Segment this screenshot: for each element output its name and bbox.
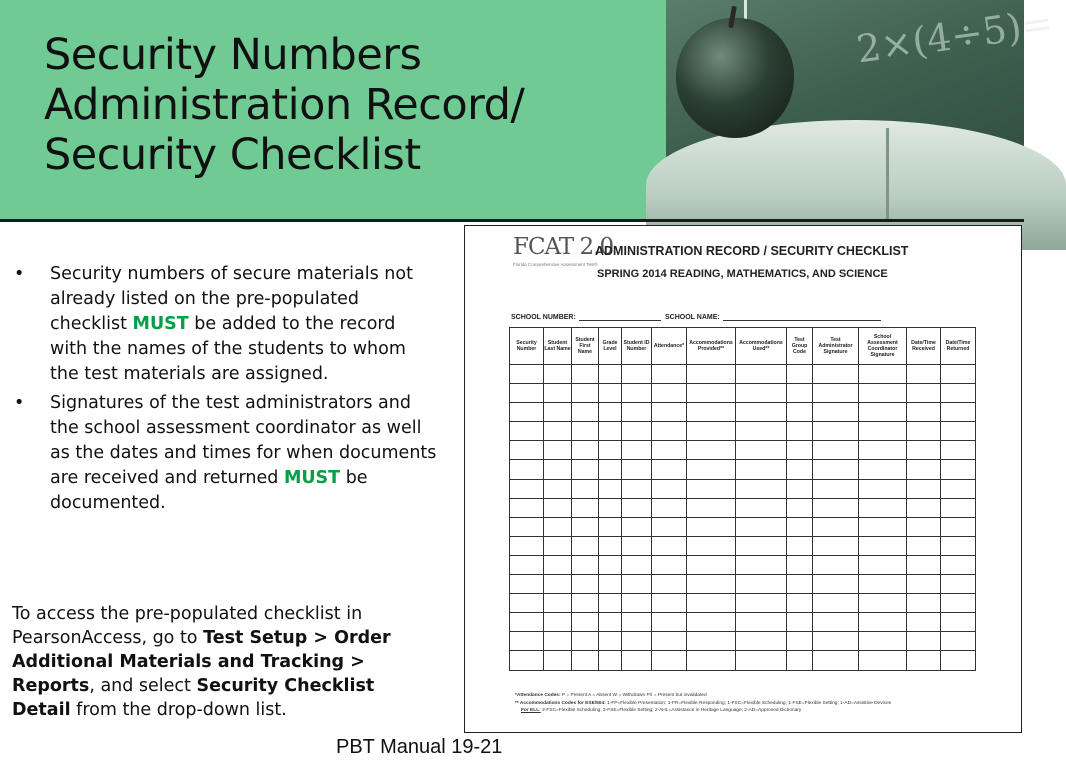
table-cell bbox=[736, 536, 787, 555]
table-cell bbox=[813, 555, 859, 574]
table-cell bbox=[599, 384, 622, 403]
table-cell bbox=[736, 479, 787, 498]
table-row bbox=[510, 651, 976, 670]
table-cell bbox=[813, 517, 859, 536]
access-instructions bbox=[12, 602, 437, 722]
table-cell bbox=[787, 403, 813, 422]
table-cell bbox=[859, 365, 907, 384]
table-cell bbox=[787, 365, 813, 384]
table-cell bbox=[599, 651, 622, 670]
table-cell bbox=[813, 479, 859, 498]
table-cell bbox=[859, 403, 907, 422]
table-cell bbox=[941, 517, 976, 536]
table-cell bbox=[652, 536, 687, 555]
table-cell bbox=[687, 441, 736, 460]
table-cell bbox=[599, 403, 622, 422]
table-cell bbox=[544, 479, 572, 498]
table-cell bbox=[736, 555, 787, 574]
table-cell bbox=[736, 632, 787, 651]
table-cell bbox=[599, 441, 622, 460]
table-cell bbox=[652, 460, 687, 479]
table-cell bbox=[572, 594, 599, 613]
table-cell bbox=[572, 460, 599, 479]
column-header: Accommodations Used** bbox=[736, 328, 787, 365]
table-cell bbox=[572, 384, 599, 403]
table-cell bbox=[652, 422, 687, 441]
column-header: Accommodations Provided** bbox=[687, 328, 736, 365]
bullet-text: be added to the record with the names of the students to whom the test materials are assigned. bbox=[50, 314, 406, 384]
table-cell bbox=[907, 536, 941, 555]
table-cell bbox=[652, 384, 687, 403]
table-cell bbox=[687, 498, 736, 517]
table-cell bbox=[736, 651, 787, 670]
table-cell bbox=[599, 498, 622, 517]
table-cell bbox=[941, 594, 976, 613]
table-cell bbox=[510, 498, 544, 517]
checklist-form-image bbox=[464, 225, 1022, 733]
table-cell bbox=[941, 498, 976, 517]
table-cell bbox=[622, 403, 652, 422]
note-label: *Attendance Codes: bbox=[515, 693, 561, 698]
table-row bbox=[510, 613, 976, 632]
table-cell bbox=[510, 613, 544, 632]
table-cell bbox=[859, 517, 907, 536]
table-cell bbox=[510, 517, 544, 536]
table-cell bbox=[544, 403, 572, 422]
header-divider bbox=[0, 219, 1024, 222]
table-cell bbox=[622, 613, 652, 632]
table-cell bbox=[907, 403, 941, 422]
table-cell bbox=[687, 651, 736, 670]
table-cell bbox=[652, 441, 687, 460]
table-cell bbox=[941, 403, 976, 422]
table-cell bbox=[907, 632, 941, 651]
table-cell bbox=[510, 575, 544, 594]
table-row bbox=[510, 422, 976, 441]
table-cell bbox=[599, 479, 622, 498]
table-cell bbox=[787, 517, 813, 536]
table-cell bbox=[859, 632, 907, 651]
table-cell bbox=[510, 632, 544, 651]
table-cell bbox=[544, 632, 572, 651]
column-header: Test Group Code bbox=[787, 328, 813, 365]
table-cell bbox=[813, 384, 859, 403]
table-cell bbox=[510, 365, 544, 384]
table-row bbox=[510, 479, 976, 498]
bullet-dot-icon: • bbox=[14, 393, 25, 413]
table-cell bbox=[907, 594, 941, 613]
table-cell bbox=[787, 632, 813, 651]
table-cell bbox=[687, 384, 736, 403]
table-cell bbox=[652, 498, 687, 517]
table-cell bbox=[787, 536, 813, 555]
table-cell bbox=[941, 651, 976, 670]
table-cell bbox=[907, 555, 941, 574]
table-cell bbox=[859, 536, 907, 555]
table-cell bbox=[544, 498, 572, 517]
table-cell bbox=[859, 441, 907, 460]
table-row bbox=[510, 594, 976, 613]
table-cell bbox=[544, 460, 572, 479]
apple bbox=[676, 18, 794, 138]
table-cell bbox=[544, 517, 572, 536]
table-cell bbox=[907, 365, 941, 384]
table-cell bbox=[736, 365, 787, 384]
table-cell bbox=[941, 536, 976, 555]
table-cell bbox=[941, 575, 976, 594]
table-cell bbox=[687, 594, 736, 613]
column-header: Security Number bbox=[510, 328, 544, 365]
table-cell bbox=[687, 555, 736, 574]
table-cell bbox=[599, 613, 622, 632]
table-cell bbox=[813, 651, 859, 670]
table-cell bbox=[622, 594, 652, 613]
table-cell bbox=[510, 479, 544, 498]
table-cell bbox=[622, 460, 652, 479]
note-label: ** Accommodations Codes for ESE/504: bbox=[515, 700, 606, 706]
ese-note bbox=[515, 700, 1015, 708]
table-cell bbox=[859, 555, 907, 574]
table-cell bbox=[859, 460, 907, 479]
table-cell bbox=[572, 575, 599, 594]
table-cell bbox=[859, 651, 907, 670]
table-cell bbox=[510, 441, 544, 460]
table-cell bbox=[599, 536, 622, 555]
school-name-label: SCHOOL NAME: bbox=[665, 314, 720, 321]
table-cell bbox=[859, 422, 907, 441]
table-cell bbox=[813, 403, 859, 422]
table-cell bbox=[736, 517, 787, 536]
table-cell bbox=[907, 384, 941, 403]
school-name-field bbox=[665, 312, 881, 321]
access-text: from the drop-down list. bbox=[76, 700, 287, 720]
table-cell bbox=[544, 441, 572, 460]
table-row bbox=[510, 555, 976, 574]
table-cell bbox=[813, 594, 859, 613]
table-cell bbox=[572, 479, 599, 498]
table-cell bbox=[736, 422, 787, 441]
bullet-item bbox=[12, 391, 437, 516]
table-cell bbox=[544, 365, 572, 384]
table-cell bbox=[510, 384, 544, 403]
table-cell bbox=[859, 384, 907, 403]
table-cell bbox=[599, 422, 622, 441]
table-cell bbox=[687, 365, 736, 384]
book-spine bbox=[886, 128, 889, 220]
table-cell bbox=[599, 575, 622, 594]
column-header: Date/Time Received bbox=[907, 328, 941, 365]
note-text: 1-FP=Flexible Presentation; 1-FR=Flexible Responding; 1-FSC=Flexible Scheduling; 1-FSE=Flexible Setting; 1-AD=Assistive Devices bbox=[607, 700, 892, 706]
table-cell bbox=[787, 651, 813, 670]
table-cell bbox=[787, 422, 813, 441]
table-cell bbox=[859, 479, 907, 498]
table-cell bbox=[813, 613, 859, 632]
note-label: For ELL: bbox=[521, 708, 541, 713]
table-cell bbox=[544, 594, 572, 613]
table-cell bbox=[572, 422, 599, 441]
table-cell bbox=[941, 384, 976, 403]
table-cell bbox=[687, 536, 736, 555]
column-header: Grade Level bbox=[599, 328, 622, 365]
table-cell bbox=[622, 479, 652, 498]
table-cell bbox=[687, 403, 736, 422]
title-line: Security Numbers bbox=[44, 30, 422, 80]
table-cell bbox=[736, 613, 787, 632]
column-header: Attendance* bbox=[652, 328, 687, 365]
form-footnotes bbox=[515, 692, 1015, 715]
table-row bbox=[510, 403, 976, 422]
column-header: Student ID Number bbox=[622, 328, 652, 365]
table-cell bbox=[599, 517, 622, 536]
table-cell bbox=[941, 365, 976, 384]
column-header: Student First Name bbox=[572, 328, 599, 365]
table-row bbox=[510, 441, 976, 460]
table-cell bbox=[622, 498, 652, 517]
access-text: To access the pre-populated checklist in PearsonAccess, go to bbox=[12, 604, 363, 648]
table-cell bbox=[736, 460, 787, 479]
table-cell bbox=[787, 384, 813, 403]
table-body bbox=[510, 365, 976, 671]
school-number-blank bbox=[579, 312, 661, 321]
table-cell bbox=[510, 460, 544, 479]
column-header: Date/Time Returned bbox=[941, 328, 976, 365]
table-row bbox=[510, 517, 976, 536]
menu-path: Test Setup > Order Additional Materials and Tracking > Reports bbox=[12, 628, 391, 696]
table-cell bbox=[622, 575, 652, 594]
table-cell bbox=[907, 479, 941, 498]
title-line: Administration Record/ bbox=[44, 80, 525, 130]
table-cell bbox=[813, 536, 859, 555]
table-cell bbox=[510, 651, 544, 670]
table-cell bbox=[510, 422, 544, 441]
table-cell bbox=[736, 498, 787, 517]
table-cell bbox=[544, 422, 572, 441]
table-cell bbox=[622, 632, 652, 651]
table-cell bbox=[736, 403, 787, 422]
table-cell bbox=[813, 575, 859, 594]
table-cell bbox=[787, 594, 813, 613]
table-cell bbox=[907, 498, 941, 517]
table-header-row bbox=[510, 328, 976, 365]
table-cell bbox=[622, 517, 652, 536]
table-cell bbox=[787, 460, 813, 479]
table-cell bbox=[941, 613, 976, 632]
table-cell bbox=[599, 594, 622, 613]
table-cell bbox=[813, 441, 859, 460]
table-cell bbox=[622, 384, 652, 403]
table-cell bbox=[736, 441, 787, 460]
bullet-list bbox=[12, 262, 437, 520]
table-cell bbox=[572, 536, 599, 555]
table-cell bbox=[736, 575, 787, 594]
table-cell bbox=[687, 422, 736, 441]
table-cell bbox=[907, 575, 941, 594]
checklist-table bbox=[509, 327, 976, 671]
table-cell bbox=[599, 365, 622, 384]
table-cell bbox=[941, 479, 976, 498]
fcat-logo: FCAT 2.0 bbox=[513, 234, 614, 260]
table-row bbox=[510, 365, 976, 384]
table-cell bbox=[907, 517, 941, 536]
table-cell bbox=[687, 479, 736, 498]
table-row bbox=[510, 498, 976, 517]
table-cell bbox=[813, 365, 859, 384]
column-header: Test Administrator Signature bbox=[813, 328, 859, 365]
table-cell bbox=[544, 651, 572, 670]
ell-note bbox=[515, 707, 1015, 715]
table-cell bbox=[859, 594, 907, 613]
table-cell bbox=[813, 460, 859, 479]
table-cell bbox=[622, 365, 652, 384]
emphasis-must: MUST bbox=[283, 468, 341, 488]
school-number-field bbox=[511, 312, 661, 321]
table-cell bbox=[736, 594, 787, 613]
note-text: 2-FSC=Flexible Scheduling; 2-FSE=Flexible Setting; 2-AHL=Assistance in Heritage Language; 2-AD=Approved Dictionary bbox=[542, 708, 802, 713]
table-cell bbox=[787, 479, 813, 498]
form-title: ADMINISTRATION RECORD / SECURITY CHECKLIST bbox=[595, 244, 909, 258]
table-cell bbox=[599, 460, 622, 479]
table-cell bbox=[544, 536, 572, 555]
table-cell bbox=[941, 422, 976, 441]
table-cell bbox=[510, 555, 544, 574]
table-cell bbox=[652, 651, 687, 670]
table-cell bbox=[687, 632, 736, 651]
table-row bbox=[510, 632, 976, 651]
table-cell bbox=[941, 460, 976, 479]
table-cell bbox=[736, 384, 787, 403]
bullet-text: Security numbers of secure materials not already listed on the pre-populated checklist bbox=[50, 264, 413, 334]
table-cell bbox=[544, 613, 572, 632]
table-cell bbox=[572, 441, 599, 460]
table-cell bbox=[859, 613, 907, 632]
table-cell bbox=[652, 613, 687, 632]
table-row bbox=[510, 536, 976, 555]
table-cell bbox=[572, 613, 599, 632]
table-cell bbox=[652, 555, 687, 574]
table-row bbox=[510, 460, 976, 479]
table-row bbox=[510, 575, 976, 594]
table-cell bbox=[652, 575, 687, 594]
table-cell bbox=[787, 441, 813, 460]
table-cell bbox=[787, 555, 813, 574]
table-cell bbox=[510, 594, 544, 613]
table-cell bbox=[859, 575, 907, 594]
table-cell bbox=[907, 441, 941, 460]
table-cell bbox=[599, 555, 622, 574]
table-row bbox=[510, 384, 976, 403]
attendance-note bbox=[515, 692, 1015, 700]
table-cell bbox=[544, 575, 572, 594]
bullet-text: be documented. bbox=[50, 468, 368, 513]
bullet-text: Signatures of the test administrators and the school assessment coordinator as well as the dates and times for when documents are received and returned bbox=[50, 393, 437, 488]
form-subtitle: SPRING 2014 READING, MATHEMATICS, AND SCIENCE bbox=[597, 268, 888, 280]
title-line: Security Checklist bbox=[44, 130, 421, 180]
bullet-dot-icon: • bbox=[14, 264, 25, 284]
table-cell bbox=[687, 613, 736, 632]
table-cell bbox=[652, 479, 687, 498]
report-name: Security Checklist Detail bbox=[12, 676, 375, 720]
table-cell bbox=[544, 555, 572, 574]
table-cell bbox=[813, 632, 859, 651]
table-cell bbox=[652, 594, 687, 613]
table-cell bbox=[787, 575, 813, 594]
footer-reference: PBT Manual 19-21 bbox=[336, 736, 503, 758]
table-cell bbox=[907, 613, 941, 632]
table-cell bbox=[652, 632, 687, 651]
school-number-label: SCHOOL NUMBER: bbox=[511, 314, 576, 321]
table-cell bbox=[572, 632, 599, 651]
table-cell bbox=[787, 613, 813, 632]
table-cell bbox=[652, 403, 687, 422]
apple-book-photo bbox=[666, 0, 1056, 220]
table-cell bbox=[572, 517, 599, 536]
table-cell bbox=[572, 403, 599, 422]
table-cell bbox=[941, 441, 976, 460]
table-cell bbox=[813, 498, 859, 517]
school-name-blank bbox=[723, 312, 881, 321]
table-cell bbox=[572, 498, 599, 517]
chalk-writing: 2×(4÷5)= bbox=[853, 0, 1056, 72]
slide-title bbox=[44, 30, 664, 180]
table-cell bbox=[907, 422, 941, 441]
table-cell bbox=[813, 422, 859, 441]
table-cell bbox=[859, 498, 907, 517]
table-cell bbox=[652, 517, 687, 536]
column-header: Student Last Name bbox=[544, 328, 572, 365]
note-text: P = Present A = Absent W = Withdrawn P/I = Present but invalidated bbox=[561, 693, 707, 698]
table-cell bbox=[544, 384, 572, 403]
table-cell bbox=[907, 460, 941, 479]
emphasis-must: MUST bbox=[132, 314, 189, 334]
table-cell bbox=[687, 517, 736, 536]
table-cell bbox=[572, 555, 599, 574]
table-cell bbox=[687, 575, 736, 594]
table-cell bbox=[572, 651, 599, 670]
table-cell bbox=[572, 365, 599, 384]
table-cell bbox=[510, 536, 544, 555]
table-cell bbox=[510, 403, 544, 422]
table-cell bbox=[941, 632, 976, 651]
access-text: , and select bbox=[89, 676, 191, 696]
fcat-logo-subtitle: Florida Comprehensive Assessment Test® bbox=[513, 262, 598, 267]
table-cell bbox=[622, 422, 652, 441]
table-cell bbox=[907, 651, 941, 670]
table-cell bbox=[787, 498, 813, 517]
table-cell bbox=[687, 460, 736, 479]
column-header: School Assessment Coordinator Signature bbox=[859, 328, 907, 365]
bullet-item bbox=[12, 262, 437, 387]
table-cell bbox=[622, 651, 652, 670]
table-cell bbox=[622, 555, 652, 574]
table-cell bbox=[652, 365, 687, 384]
table-cell bbox=[941, 555, 976, 574]
table-cell bbox=[622, 536, 652, 555]
table-cell bbox=[622, 441, 652, 460]
table-cell bbox=[599, 632, 622, 651]
